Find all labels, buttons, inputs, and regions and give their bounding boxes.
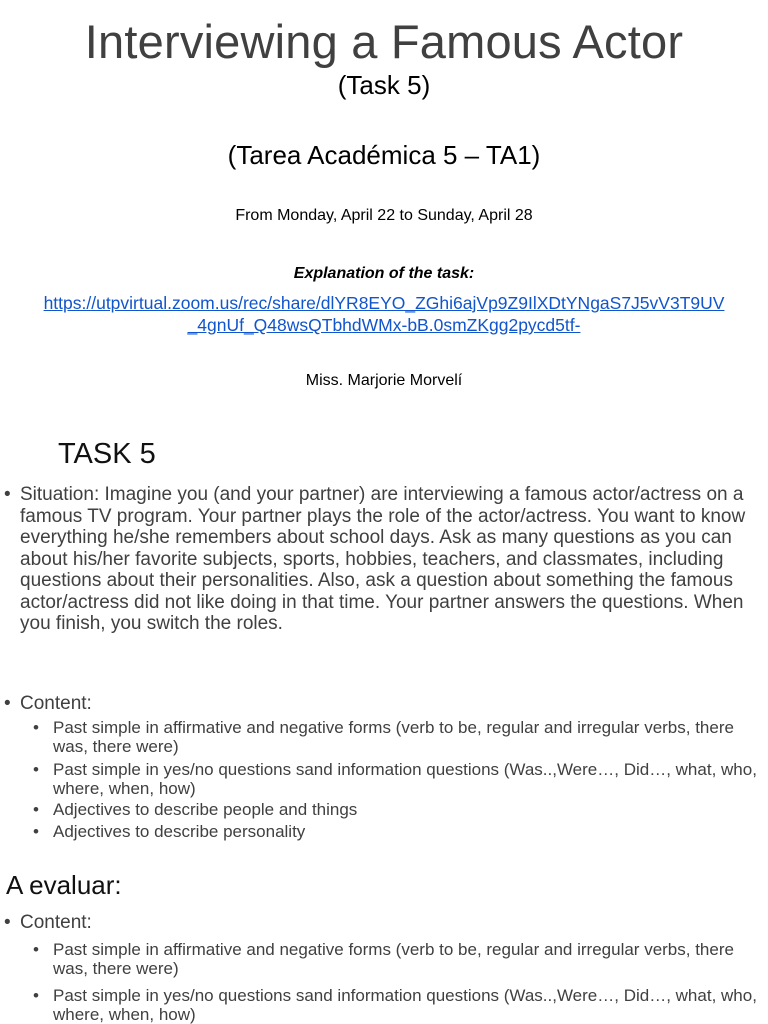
sub-bullet-icon: • [33,800,39,819]
teacher-name: Miss. Marjorie Morvelí [305,372,463,389]
sub-bullet-icon: • [33,760,39,779]
tarea-academica-title: (Tarea Académica 5 – TA1) [227,140,541,170]
bullet-icon: • [4,693,11,714]
task-heading: TASK 5 [58,438,156,470]
bullet-icon: • [4,912,11,933]
content-label: Content: [20,912,92,933]
sub-bullet-icon: • [33,940,39,959]
evaluar-heading: A evaluar: [6,870,122,900]
sub-bullet-icon: • [33,986,39,1005]
explanation-label: Explanation of the task: [293,265,475,282]
zoom-recording-link[interactable] [0,292,768,336]
link-line-2[interactable]: _4gnUf_Q48wsQTbhdWMx-bB.0smZKgg2pycd5tf- [187,315,581,335]
situation-text: Situation: Imagine you (and your partner) are interviewing a famous actor/actress on a famous TV program. Your partner plays the role of the actor/actress. You want to know everything he/she remembers about school days. Ask as many questions as you can about his/her favorite subjects, sports, hobbies, teachers, and classmates, including questions about their personalities. Also, ask a question about something the famous actor/actress did not like doing in that time. Your partner answers the questions. When you finish, you switch the roles. [20,484,746,634]
date-range: From Monday, April 22 to Sunday, April 28 [235,207,533,224]
bullet-icon: • [4,484,11,505]
sub-bullet-icon: • [33,718,39,737]
page-title: Interviewing a Famous Actor [84,15,684,68]
content-label: Content: [20,693,92,714]
link-line-1[interactable]: https://utpvirtual.zoom.us/rec/share/dlYR8EYO_ZGhi6ajVp9Z9IlXDtYNgaS7J5vV3T9UV [43,293,725,313]
task-subtitle: (Task 5) [337,70,431,100]
sub-bullet-icon: • [33,822,39,841]
